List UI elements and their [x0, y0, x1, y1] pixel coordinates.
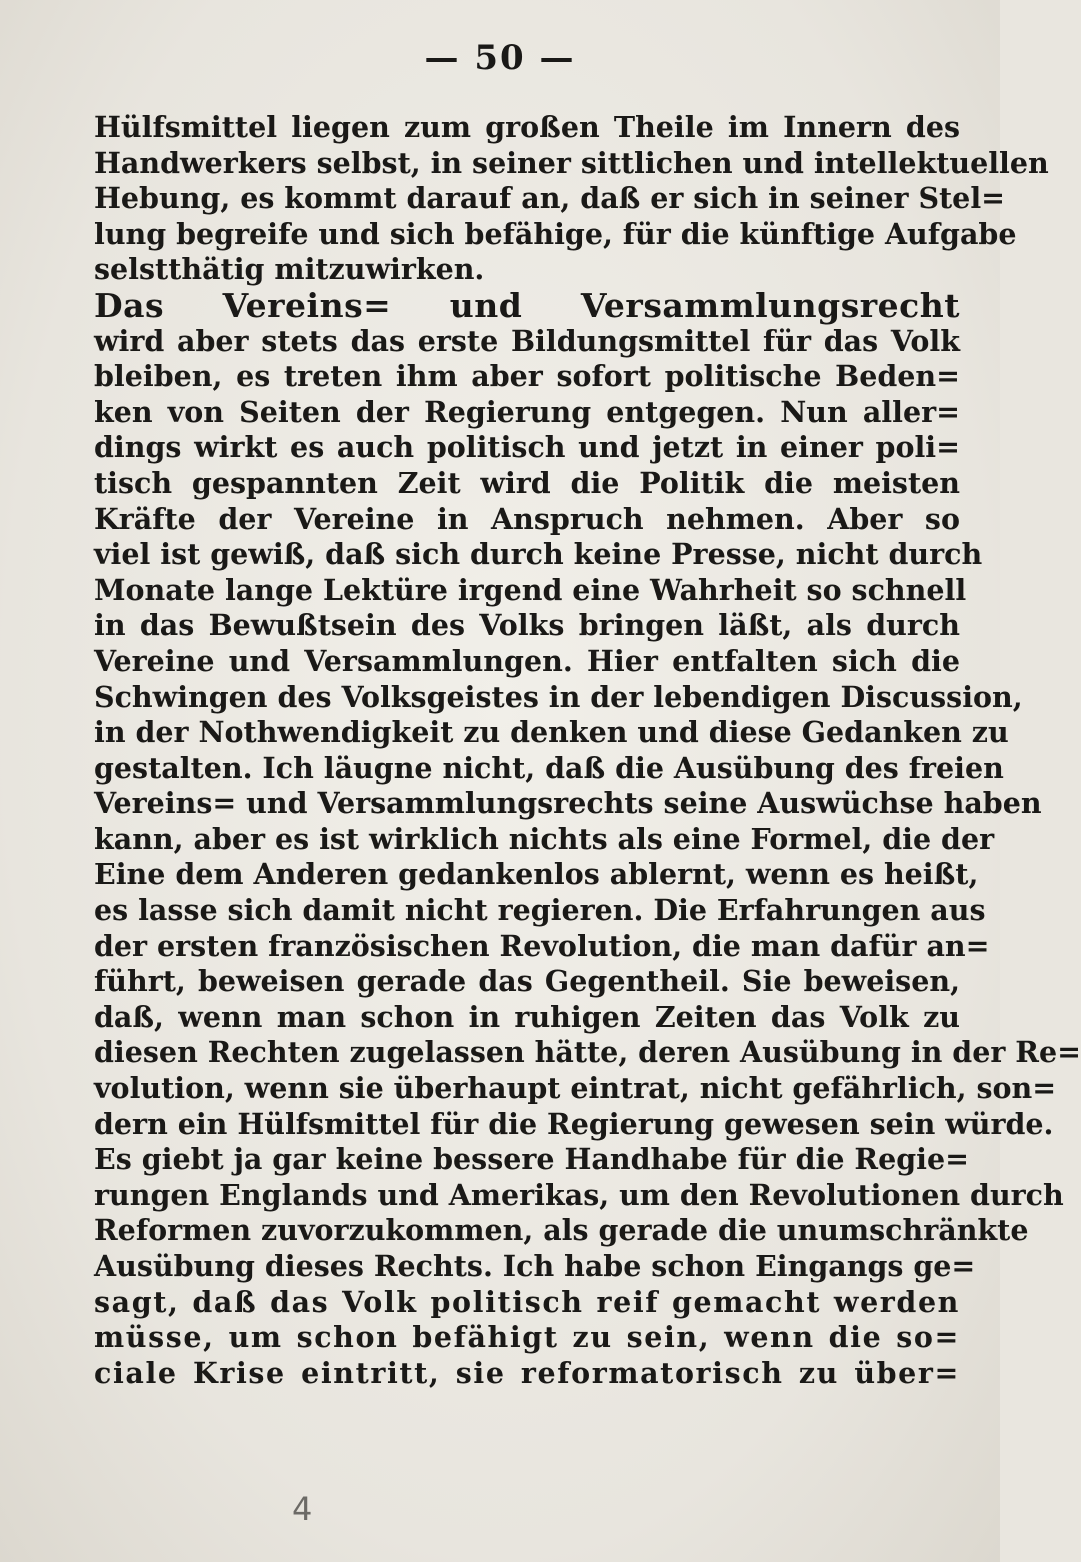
text-line: führt, beweisen gerade das Gegentheil. Sie beweisen,	[94, 964, 960, 999]
text-line: volution, wenn sie überhaupt eintrat, nicht gefährlich, son=	[94, 1071, 1057, 1106]
text-line: Ausübung dieses Rechts. Ich habe schon Eingangs ge=	[94, 1249, 976, 1283]
text-line: gestalten. Ich läugne nicht, daß die Ausübung des freien	[94, 750, 1004, 785]
text-line: bleiben, es treten ihm aber sofort politische Beden=	[94, 359, 960, 394]
text-line: rungen Englands und Amerikas, um den Revolutionen durch	[94, 1177, 1064, 1212]
text-line: selstthätig mitzuwirken.	[94, 252, 485, 287]
text-line: Hebung, es kommt darauf an, daß er sich in seiner Stel=	[94, 181, 1006, 216]
text-line: Eine dem Anderen gedankenlos ablernt, wenn es heißt,	[94, 857, 979, 892]
text-line: wird aber stets das erste Bildungsmittel für das Volk	[94, 323, 960, 358]
text-line: Vereins= und Versammlungsrechts seine Auswüchse haben	[94, 786, 1042, 821]
text-line: ciale Krise eintritt, sie reformatorisch zu über=	[94, 1355, 960, 1390]
text-line: dern ein Hülfsmittel für die Regierung gewesen sein würde.	[94, 1106, 1054, 1141]
text-line: diesen Rechten zugelassen hätte, deren Ausübung in der Re=	[94, 1035, 1081, 1070]
text-line: Handwerkers selbst, in seiner sittlichen und intellektuellen	[94, 145, 1049, 180]
text-line: Kräfte der Vereine in Anspruch nehmen. Aber so	[94, 501, 960, 536]
page-mark: 4	[292, 1490, 313, 1528]
text-line: Schwingen des Volksgeistes in der lebendigen Discussion,	[94, 679, 1023, 714]
text-line: der ersten französischen Revolution, die man dafür an=	[94, 928, 990, 963]
text-line: in der Nothwendigkeit zu denken und diese Gedanken zu	[94, 715, 1009, 750]
text-line: sagt, daß das Volk politisch reif gemacht werden	[94, 1284, 960, 1319]
text-line: es lasse sich damit nicht regieren. Die Erfahrungen aus	[94, 893, 986, 928]
text-line: kann, aber es ist wirklich nichts als eine Formel, die der	[94, 821, 995, 856]
text-line: daß, wenn man schon in ruhigen Zeiten das Volk zu	[94, 999, 960, 1034]
text-line: lung begreife und sich befähige, für die künftige Aufgabe	[94, 216, 1017, 251]
text-line: tisch gespannten Zeit wird die Politik die meisten	[94, 465, 960, 500]
text-line: viel ist gewiß, daß sich durch keine Presse, nicht durch	[94, 537, 983, 572]
section-heading: Das Vereins= und Versammlungsrecht	[94, 285, 960, 325]
text-line: Reformen zuvorzukommen, als gerade die unumschränkte	[94, 1213, 1029, 1248]
text-line: Vereine und Versammlungen. Hier entfalten sich die	[94, 643, 960, 678]
text-line: dings wirkt es auch politisch und jetzt in einer poli=	[94, 430, 960, 465]
text-line: in das Bewußtsein des Volks bringen läßt, als durch	[94, 608, 960, 643]
text-line: Monate lange Lektüre irgend eine Wahrheit so schnell	[94, 572, 967, 607]
page-number: — 50 —	[424, 38, 576, 78]
text-line: Hülfsmittel liegen zum großen Theile im Innern des	[94, 110, 960, 144]
body-text	[94, 110, 1081, 1391]
text-line: Es giebt ja gar keine bessere Handhabe für die Regie=	[94, 1142, 969, 1177]
text-line: ken von Seiten der Regierung entgegen. Nun aller=	[94, 394, 960, 429]
text-line: müsse, um schon befähigt zu sein, wenn die so=	[94, 1320, 960, 1355]
